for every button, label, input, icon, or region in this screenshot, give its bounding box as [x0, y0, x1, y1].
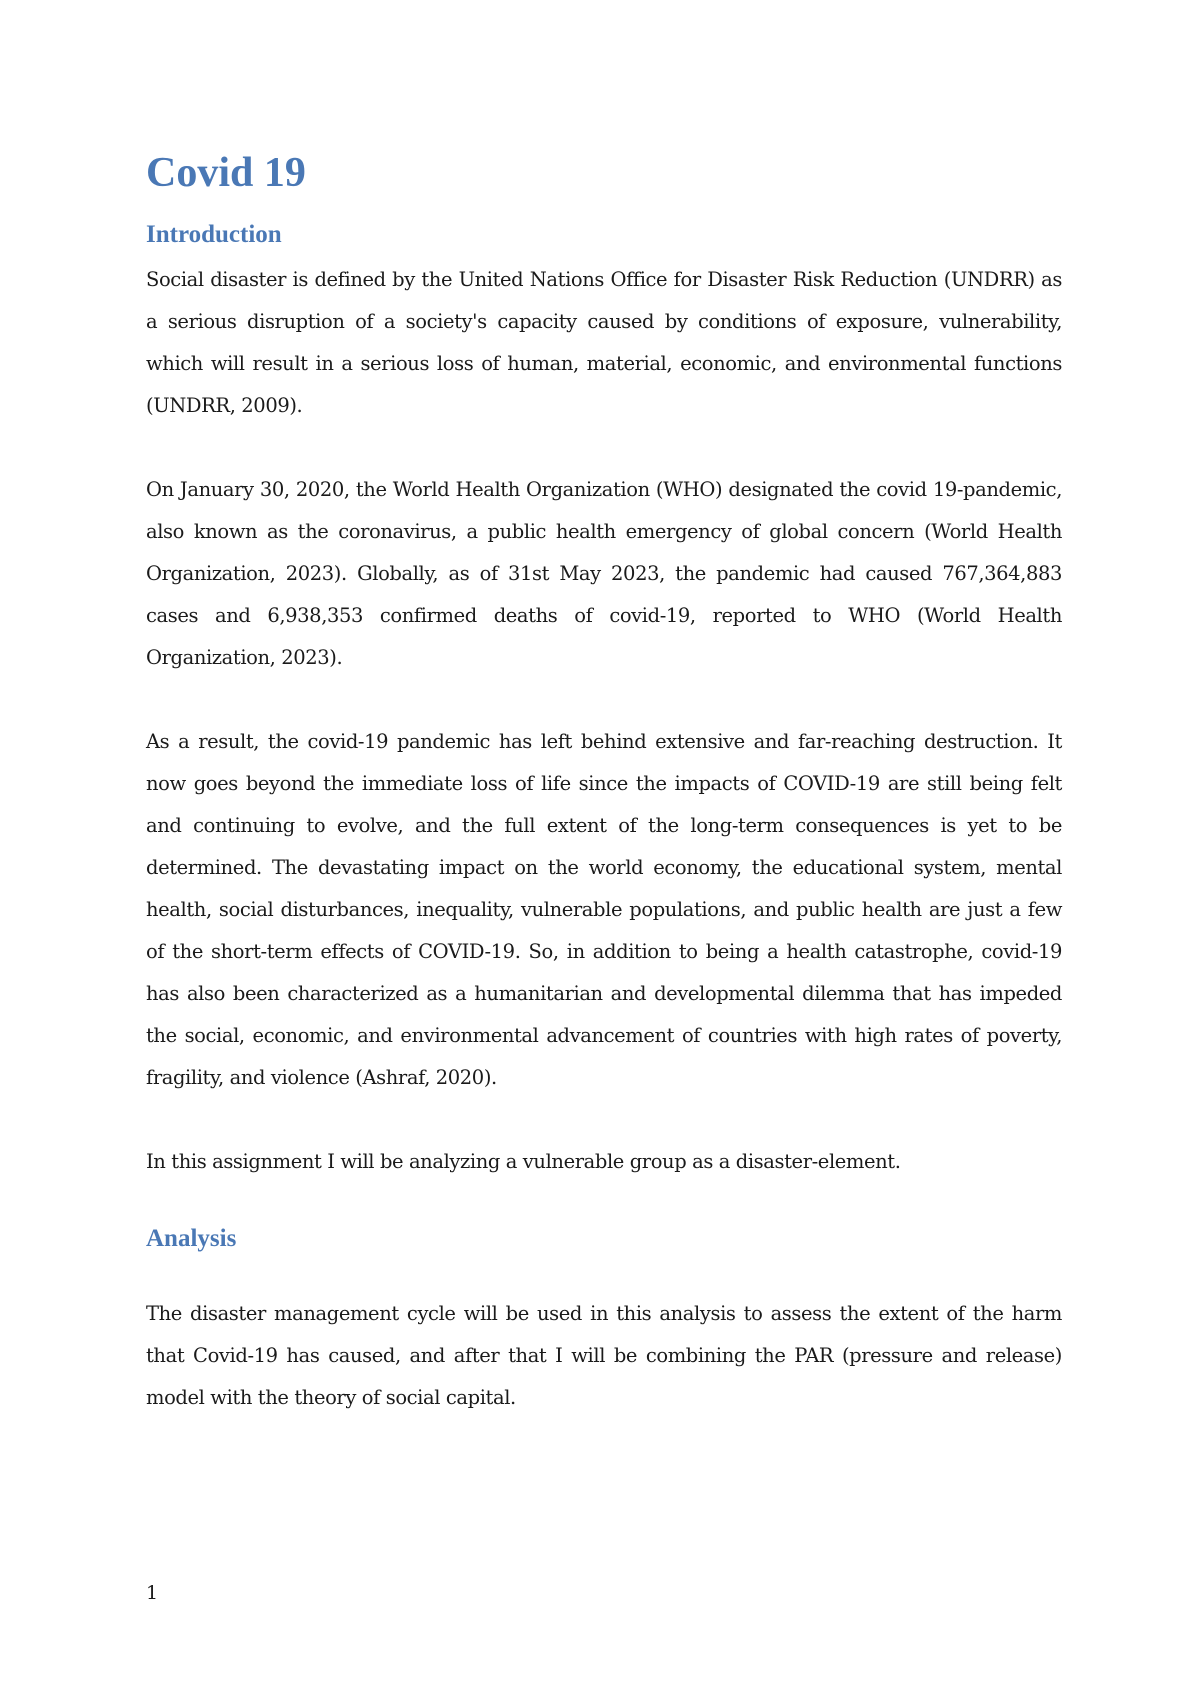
analysis-paragraph-1: The disaster management cycle will be used in this analysis to assess the extent of the harm that Covid-19 has caused, and after that I will be combining the PAR (pressure and release) model with the theory of social capital.: [146, 1302, 1062, 1409]
intro-paragraph-3: As a result, the covid-19 pandemic has left behind extensive and far-reaching destruction. It now goes beyond the immediate loss of life since the impacts of COVID-19 are still being felt and continuing to evolve, and the full extent of the long-term consequences is yet to be determined. The devastating impact on the world economy, the educational system, mental health, social disturbances, inequality, vulnerable populations, and public health are just a few of the short-term effects of COVID-19. So, in addition to being a health catastrophe, covid-19 has also been characterized as a humanitarian and developmental dilemma that has impeded the social, economic, and environmental advancement of countries with high rates of poverty, fragility, and violence (Ashraf, 2020).: [146, 730, 1062, 1089]
intro-paragraph-4: In this assignment I will be analyzing a vulnerable group as a disaster-element.: [146, 1150, 901, 1173]
intro-paragraph-1: Social disaster is defined by the United Nations Office for Disaster Risk Reduction (UNDRR) as a serious disruption of a society's capacity caused by conditions of exposure, vulnerability, which will result in a serious loss of human, material, economic, and environmental functions (UNDRR, 2009).: [146, 268, 1062, 417]
page-number: 1: [146, 1582, 159, 1604]
page-content: [146, 145, 1062, 1461]
intro-paragraph-2: On January 30, 2020, the World Health Organization (WHO) designated the covid 19-pandemic, also known as the coronavirus, a public health emergency of global concern (World Health Organization, 2023). Globally, as of 31st May 2023, the pandemic had caused 767,364,883 cases and 6,938,353 confirmed deaths of covid-19, reported to WHO (World Health Organization, 2023).: [146, 478, 1062, 669]
document-title: Covid 19: [146, 150, 306, 196]
section-heading-introduction: Introduction: [146, 221, 282, 248]
section-heading-analysis: Analysis: [146, 1225, 237, 1252]
